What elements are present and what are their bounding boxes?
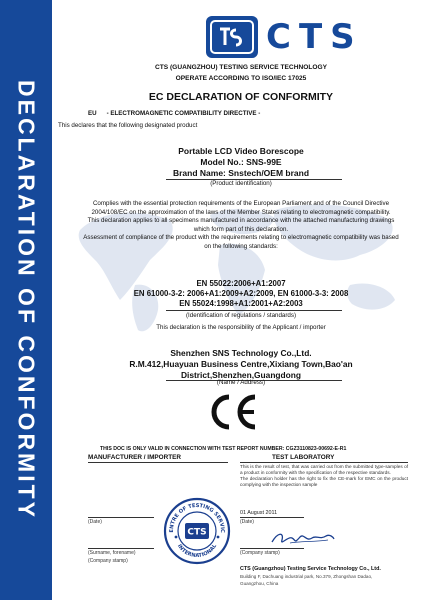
svg-text:INTERNATIONAL: INTERNATIONAL: [175, 543, 219, 560]
laboratory-statement: [240, 464, 408, 488]
logo-wordmark: CTS: [266, 17, 363, 57]
compliance-paragraph: Assessment of compliance of the product with the requirements relating to electromagnetic compatibility was based on the following standards:: [83, 234, 399, 250]
signature-date: 01 August 2011: [240, 510, 278, 516]
cts-seal-stamp: [163, 497, 231, 565]
product-model: Model No.: SNS-99E: [200, 157, 282, 167]
stamp-label: (Company stamp): [240, 550, 280, 556]
signature-line: [240, 548, 304, 549]
iso-accreditation: OPERATE ACCORDING TO ISO/IEC 17025: [175, 75, 307, 82]
manufacturer-heading: MANUFACTURER / IMPORTER: [88, 454, 182, 461]
product-brand: Brand Name: Snstech/OEM brand: [172, 168, 310, 178]
directive-line: [88, 110, 260, 117]
laboratory-heading: TEST LABORATORY: [272, 454, 335, 461]
standard-line: EN 61000-3-2: 2006+A1:2009+A2:2009, EN 61000-3-3: 2008: [133, 289, 349, 298]
date-line: [88, 517, 154, 518]
responsibility-statement: This declaration is the responsibility of the Applicant / importer: [156, 324, 326, 331]
footer-address: Building F, Dachuang industrial park, No.379, Zhongshan Dadao,: [240, 574, 373, 579]
footer-address: Guangzhou, China: [240, 581, 279, 586]
svg-text:CTS: CTS: [187, 527, 207, 538]
cts-logo: [206, 16, 408, 58]
document-title: EC DECLARATION OF CONFORMITY: [148, 91, 334, 103]
compliance-paragraph: This declaration applies to all specimens manufactured in accordance with the attached manufacturing drawings which form part of this declaration.: [87, 217, 395, 233]
standard-line: EN 55024:1998+A1:2001+A2:2003: [179, 299, 303, 308]
address-caption: (Name / Address): [216, 379, 266, 386]
cts-emblem-icon: [206, 16, 258, 58]
divider: [166, 310, 342, 311]
stamp-label: (Company stamp): [88, 558, 128, 564]
applicant-address: R.M.412,Huayuan Business Centre,Xixiang Town,Bao'an: [129, 359, 353, 369]
sidebar-band: [0, 0, 52, 600]
compliance-paragraph: Complies with the essential protection requirements of the European Parliament and of the Council Directive 2004/108/EC on the approximation of the laws of the Member States relating to electromagnetic compatibility.: [91, 200, 391, 216]
handwritten-signature: [270, 528, 336, 548]
sidebar-title: DECLARATION OF CONFORMITY: [13, 80, 40, 520]
name-label: (Surname, forename): [88, 550, 136, 556]
divider: [88, 462, 228, 463]
date-label: (Date): [240, 519, 254, 525]
date-label: (Date): [88, 519, 102, 525]
ce-mark-icon: [203, 393, 263, 431]
date-line: [240, 517, 304, 518]
report-validity-note: THIS DOC IS ONLY VALID IN CONNECTION WITH TEST REPORT NUMBER: CGZ3110823-00692-E-R1: [100, 446, 347, 452]
directive-text: - ELECTROMAGNETIC COMPATIBILITY DIRECTIVE -: [106, 110, 261, 117]
compliance-statement: [80, 200, 402, 252]
applicant-company: Shenzhen SNS Technology Co.,Ltd.: [170, 348, 312, 358]
product-caption: (Product identification): [210, 180, 272, 187]
svg-text:CENTRE OF TESTING SERVICE: ENTRE OF TESTING SERVIC: [168, 502, 226, 533]
divider: [240, 462, 408, 463]
laboratory-paragraph: The declaration holder has the right to fix the CE-mark for EMC on the product complying with the inspection sample: [240, 476, 408, 487]
declaration-intro: This declares that the following designated product: [58, 122, 198, 129]
directive-label: EU: [88, 110, 97, 117]
applicant-address: District,Shenzhen,Guangdong: [180, 370, 302, 380]
lab-name: CTS (GUANGZHOU) TESTING SERVICE TECHNOLOGY: [154, 64, 328, 71]
laboratory-paragraph: This is the result of test, that was carried out from the submitted type-samples of a product in conformity with the specification of the respective standards.: [240, 464, 408, 475]
standard-line: EN 55022:2006+A1:2007: [196, 279, 286, 288]
standards-caption: (Identification of regulations / standards): [185, 312, 297, 319]
product-name: Portable LCD Video Borescope: [178, 146, 304, 156]
footer-company: CTS (Guangzhou) Testing Service Technology Co., Ltd.: [240, 566, 381, 572]
signature-line: [88, 548, 154, 549]
